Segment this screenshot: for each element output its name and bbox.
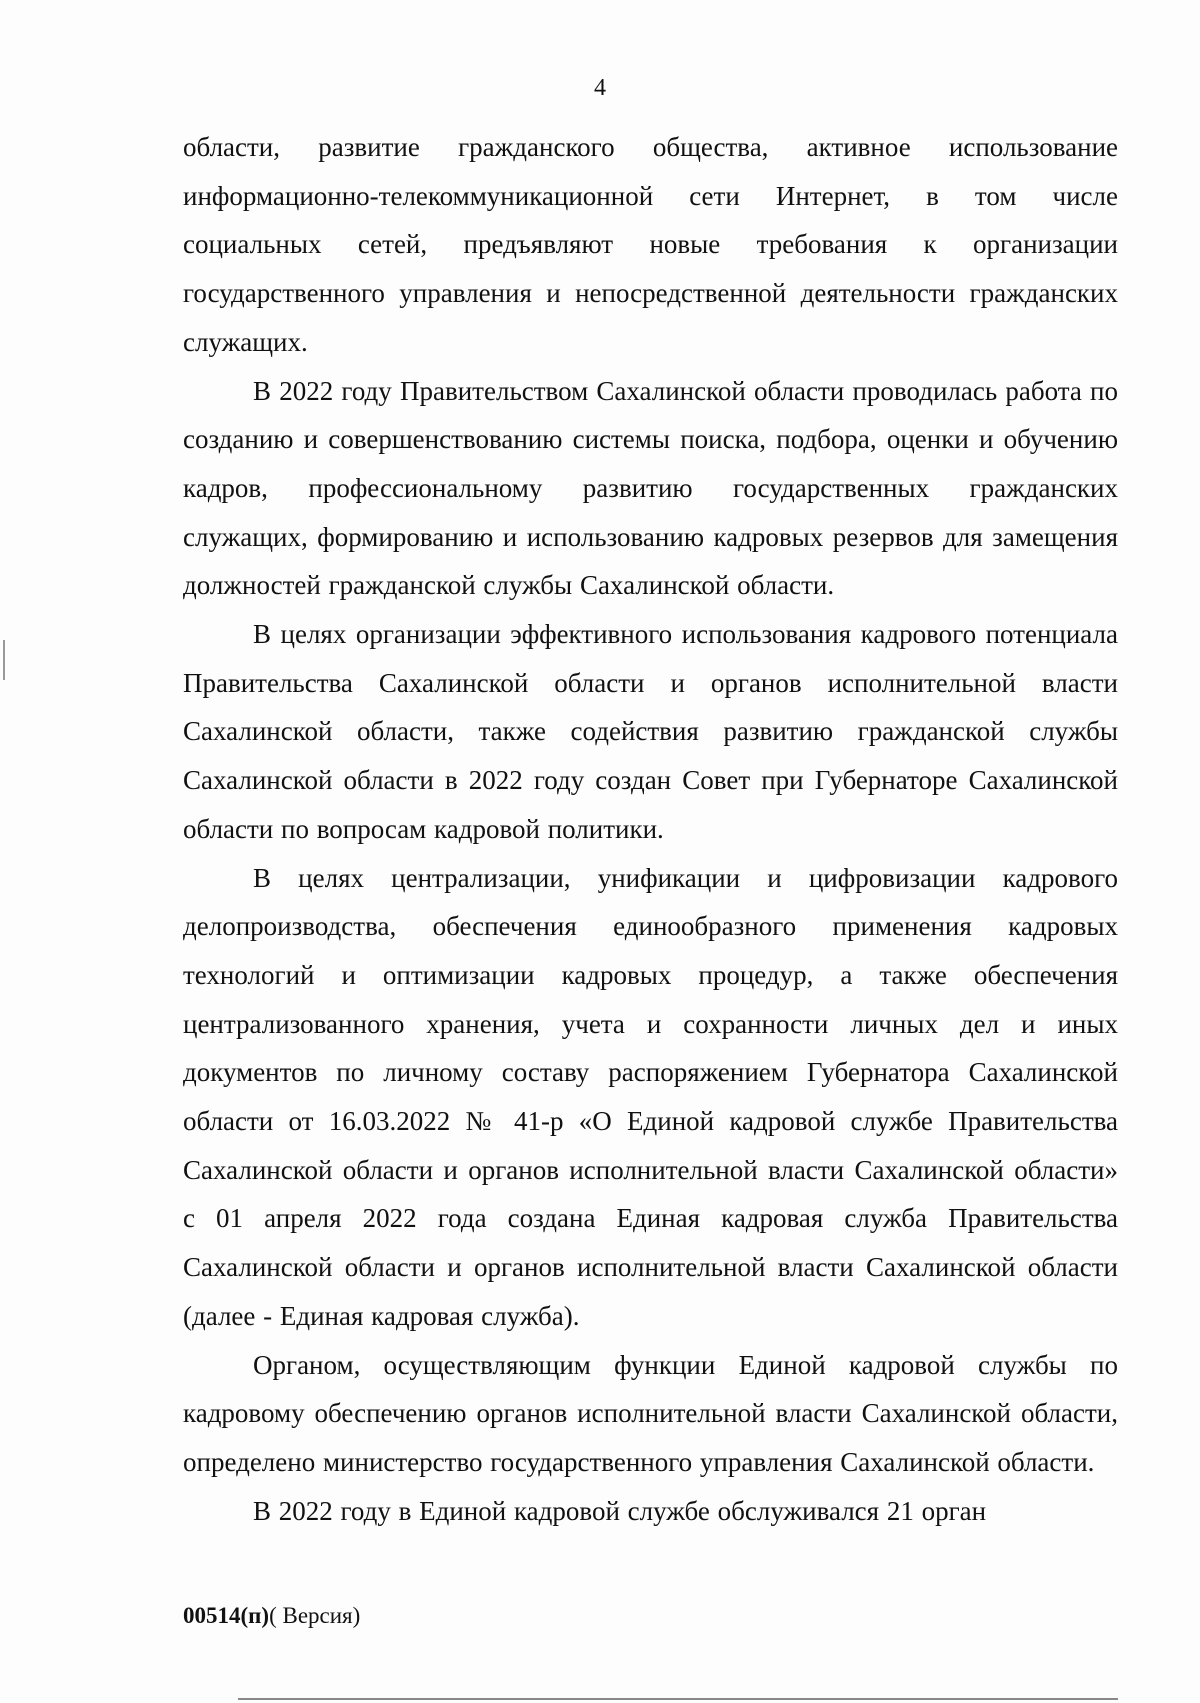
scan-margin-mark (3, 640, 5, 680)
paragraph-3: В целях организации эффективного использования кадрового потенциала Правительства Сахалинской области и органов исполнительной власти Сахалинской области, также содействия развитию гражданской службы Сахалинской области в 2022 году создан Совет при Губернаторе Сахалинской области по вопросам кадровой политики. (183, 619, 1118, 844)
document-code: 00514(п) (183, 1603, 270, 1628)
document-footer-code (183, 1602, 360, 1630)
paragraph-1: области, развитие гражданского общества, активное использование информационно-телекоммуникационной сети Интернет, в том числе социальных сетей, предъявляют новые требования к организации государственного управления и непосредственной деятельности гражданских служащих. (183, 132, 1118, 357)
page-number: 4 (594, 75, 606, 101)
body-text (183, 123, 1118, 1535)
scan-bottom-line (238, 1698, 1118, 1700)
paragraph-2: В 2022 году Правительством Сахалинской области проводилась работа по созданию и совершенствованию системы поиска, подбора, оценки и обучению кадров, профессиональному развитию государственных гражданских служащих, формированию и использованию кадровых резервов для замещения должностей гражданской службы Сахалинской области. (183, 375, 1118, 601)
document-version: ( Версия) (269, 1603, 361, 1628)
paragraph-6: В 2022 году в Единой кадровой службе обслуживался 21 орган (253, 1495, 987, 1526)
paragraph-5: Органом, осуществляющим функции Единой кадровой службы по кадровому обеспечению органов исполнительной власти Сахалинской области, определено министерство государственного управления Сахалинской области. (183, 1349, 1118, 1477)
paragraph-4: В целях централизации, унификации и цифровизации кадрового делопроизводства, обеспечения единообразного применения кадровых технологий и оптимизации кадровых процедур, а также обеспечения централизованного хранения, учета и сохранности личных дел и иных документов по личному составу распоряжением Губернатора Сахалинской области от 16.03.2022 № 41-р «О Единой кадровой службе Правительства Сахалинской области и органов исполнительной власти Сахалинской области» с 01 апреля 2022 года создана Единая кадровая служба Правительства Сахалинской области и органов исполнительной власти Сахалинской области (далее - Единая кадровая служба). (183, 862, 1118, 1331)
